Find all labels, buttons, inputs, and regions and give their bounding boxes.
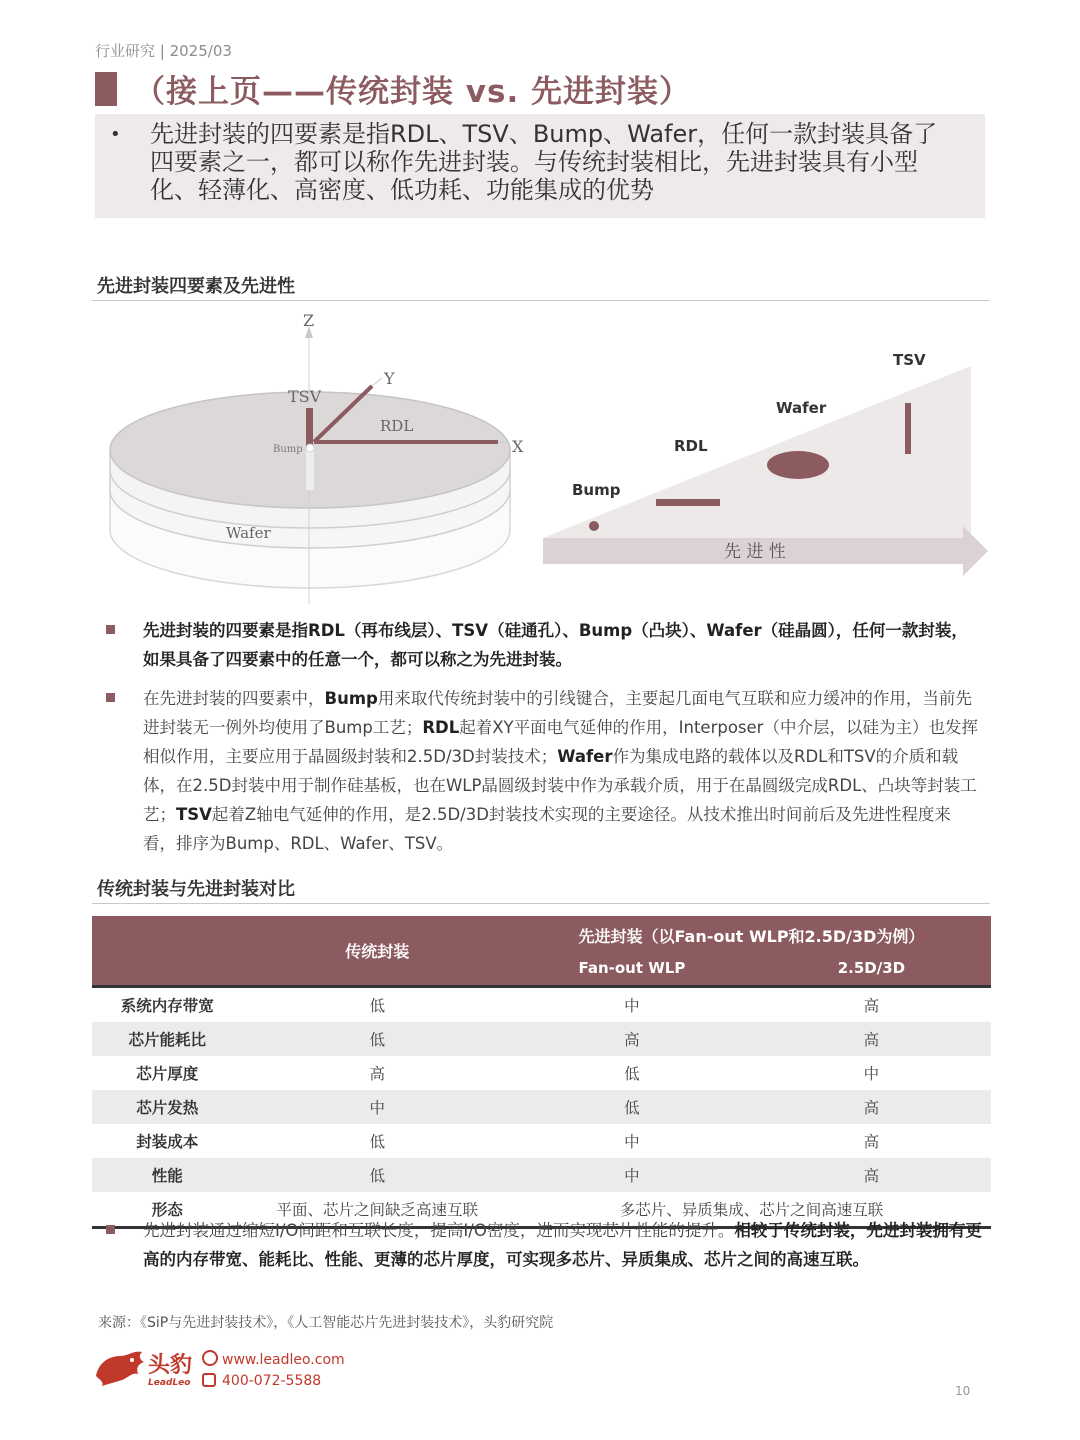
table-header-advanced: 先进封装（以Fan-out WLP和2.5D/3D为例） (512, 916, 991, 952)
report-header-label: 行业研究 | 2025/03 (95, 42, 232, 60)
cell-25d3d: 高 (863, 1132, 880, 1151)
para-four-elements-detail (143, 684, 983, 858)
brand-name-en: LeadLeo (148, 1378, 191, 1388)
row-label: 芯片发热 (92, 1090, 243, 1124)
para2-text-3: 起着XY平面电气延伸的作用，Interposer（中介层，以硅为主）也发挥相似作用，主要应用于晶圆级封装和2.5D/3D封装技术； (143, 718, 978, 766)
bump-marker (589, 521, 599, 531)
tsv-below-surface (306, 450, 314, 490)
right-tsv-label: TSV (893, 351, 926, 369)
table-row (92, 1056, 991, 1090)
left-bump-label: Bump (273, 444, 303, 455)
cell-fanout: 中 (624, 1132, 640, 1151)
table-row (92, 1158, 991, 1192)
rdl-marker (656, 499, 720, 506)
para2-text-4: 作为集成电路的载体以及RDL和TSV的介质和载体，在2.5D封装中用于制作硅基板，也在WLP晶圆级封装中作为承载介质，用于在晶圆级完成RDL、凸块等封装工艺； (143, 747, 977, 824)
para-four-elements-definition (143, 616, 983, 674)
table-row (92, 1124, 991, 1158)
axis-y-label: Y (384, 369, 395, 388)
axis-x-label: X (512, 437, 524, 456)
page-number: 10 (955, 1384, 971, 1398)
website-link[interactable]: www.leadleo.com (222, 1352, 345, 1368)
table-header-fanout: Fan-out WLP (512, 952, 752, 986)
para2-bold-bump: Bump (324, 689, 378, 708)
para2-bold-wafer: Wafer (557, 747, 613, 766)
comparison-table (92, 916, 991, 1229)
y-axis-tip (372, 378, 382, 386)
para2-text-2: 用来取代传统封装中的引线键合，主要起几面电气互联和应力缓冲的作用，当前先进封装无一例外均使用了Bump工艺； (143, 689, 972, 737)
right-rdl-label: RDL (674, 437, 708, 455)
bump-dot (306, 444, 314, 452)
left-wafer-label: Wafer (226, 524, 271, 542)
cell-25d3d: 高 (752, 1022, 991, 1056)
cell-fanout: 高 (512, 1022, 752, 1056)
phone-number: 400-072-5588 (222, 1373, 322, 1389)
right-wafer-label: Wafer (776, 399, 827, 417)
summary-text: 先进封装的四要素是指RDL、TSV、Bump、Wafer，任何一款封装具备了四要素之一，都可以称作先进封装。与传统封装相比，先进封装具有小型化、轻薄化、高密度、低功耗、功能集成的优势 (150, 120, 938, 204)
row-label: 性能 (92, 1158, 243, 1192)
summary-bullet: • (110, 124, 121, 145)
right-bump-label: Bump (572, 481, 621, 499)
cell-traditional: 低 (243, 1158, 512, 1192)
row-label: 封装成本 (136, 1132, 199, 1151)
source-note: 来源：《SiP与先进封装技术》，《人工智能芯片先进封装技术》，头豹研究院 (98, 1315, 554, 1331)
para1-bullet (106, 625, 115, 634)
cell-fanout: 中 (512, 1158, 752, 1192)
left-rdl-label: RDL (380, 417, 414, 435)
para3-bold-text: 相较于传统封装，先进封装拥有更高的内存带宽、能耗比、性能、更薄的芯片厚度，可实现多芯片、异质集成、芯片之间的高速互联。 (143, 1221, 982, 1269)
para2-bullet (106, 693, 115, 702)
section-divider (92, 300, 990, 301)
para2-text-5: 起着Z轴电气延伸的作用，是2.5D/3D封装技术实现的主要途径。从技术推出时间前后及先进性程度来看，排序为Bump、RDL、Wafer、TSV。 (143, 805, 951, 853)
table-header-blank (92, 916, 243, 986)
wafer-marker (767, 451, 829, 479)
cell-traditional: 低 (243, 1022, 512, 1056)
web-icon (202, 1350, 218, 1366)
left-tsv-label: TSV (288, 387, 322, 406)
cell-traditional-form: 平面、芯片之间缺乏高速互联 (276, 1200, 479, 1219)
row-label: 形态 (151, 1200, 183, 1219)
title-accent-bar (95, 72, 117, 106)
axis-z-label: Z (303, 311, 315, 330)
cell-25d3d: 高 (863, 996, 880, 1015)
table-row (92, 986, 991, 1022)
para2-bold-tsv: TSV (176, 805, 212, 824)
row-label: 芯片能耗比 (92, 1022, 243, 1056)
cell-traditional: 高 (369, 1064, 386, 1083)
table-row (92, 1090, 991, 1124)
cell-25d3d: 高 (752, 1158, 991, 1192)
cell-traditional: 低 (369, 996, 386, 1015)
advancement-label: 先 进 性 (724, 542, 786, 562)
leadleo-logo-icon (92, 1346, 146, 1390)
para2-bold-rdl: RDL (422, 718, 460, 737)
section-title-four-elements: 先进封装四要素及先进性 (97, 276, 295, 297)
advancement-diagram (538, 338, 993, 578)
para2-text-1: 在先进封装的四要素中， (143, 689, 325, 708)
para1-bold-text: 先进封装的四要素是指RDL（再布线层）、TSV（硅通孔）、Bump（凸块）、Wafer（硅晶圆），任何一款封装，如果具备了四要素中的任意一个，都可以称之为先进封装。 (143, 621, 968, 669)
row-label: 芯片厚度 (136, 1064, 199, 1083)
page-title: （接上页——传统封装 vs. 先进封装） (134, 74, 692, 110)
section-divider-2 (92, 903, 990, 904)
brand-name-cn: 头豹 (148, 1353, 193, 1378)
row-label: 系统内存带宽 (120, 996, 214, 1015)
cell-25d3d: 高 (752, 1090, 991, 1124)
para3-bullet (106, 1225, 115, 1234)
para3-text: 先进封装通过缩短I/O间距和互联长度，提高I/O密度，进而实现芯片性能的提升。 (143, 1221, 735, 1240)
cell-fanout: 中 (624, 996, 640, 1015)
phone-icon (202, 1373, 216, 1387)
para-advantages (143, 1216, 983, 1274)
cell-25d3d: 中 (863, 1064, 880, 1083)
section-title-comparison: 传统封装与先进封装对比 (97, 879, 295, 900)
table-header-25d3d: 2.5D/3D (752, 952, 991, 986)
cell-traditional: 中 (243, 1090, 512, 1124)
table-header-traditional: 传统封装 (243, 916, 512, 986)
cell-fanout: 低 (624, 1064, 640, 1083)
cell-advanced-form: 多芯片、异质集成、芯片之间高速互联 (619, 1200, 884, 1219)
tsv-marker (905, 403, 911, 454)
cell-fanout: 低 (512, 1090, 752, 1124)
tsv-pillar (306, 408, 313, 446)
cell-traditional: 低 (369, 1132, 386, 1151)
table-row (92, 1022, 991, 1056)
wafer-stack-diagram (100, 308, 540, 608)
